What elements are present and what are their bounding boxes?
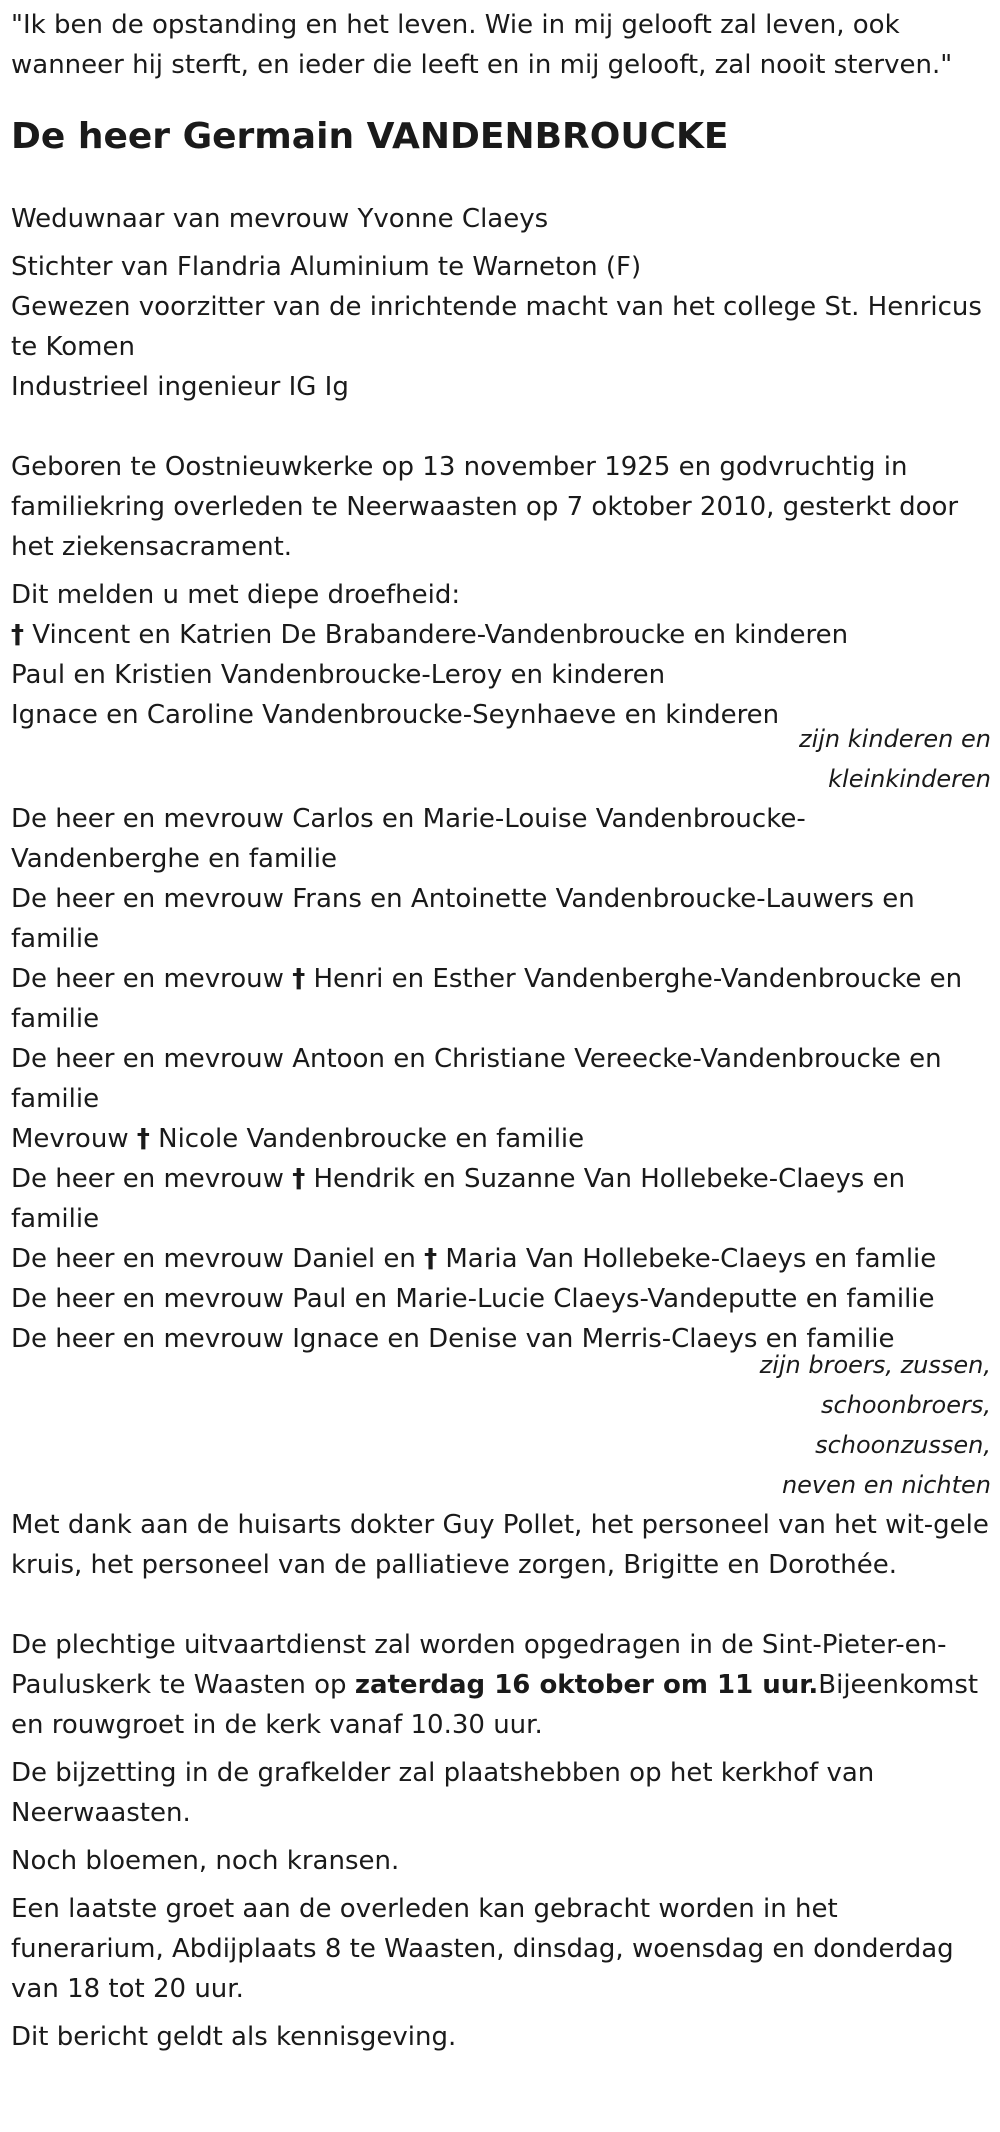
deceased-name: De heer Germain VANDENBROUCKE (11, 116, 729, 157)
funeral-text: De plechtige uitvaartdienst zal worden opgedragen in de Sint-Pieter-en-Pauluskerk te Waasten op zaterdag 16 oktober om 11 uur.Bijeenkomst en rouwgroet in de kerk vanaf 10.30 uur. (11, 1630, 979, 1740)
list-item: De heer en mevrouw Carlos en Marie-Louise Vandenbroucke-Vandenberghe en familie (11, 804, 806, 874)
burial-text: De bijzetting in de grafkelder zal plaatshebben op het kerkhof van Neerwaasten. (11, 1758, 875, 1828)
bible-quote: "Ik ben de opstanding en het leven. Wie in mij gelooft zal leven, ook wanneer hij sterft, en ieder die leeft en in mij gelooft, zal nooit sterven." (11, 10, 953, 80)
children-signature: zijn kinderen en kleinkinderen (799, 725, 991, 793)
children-list (11, 615, 989, 799)
flowers-text: Noch bloemen, noch kransen. (11, 1846, 400, 1876)
last-greeting-text: Een laatste groet aan de overleden kan gebracht worden in het funerarium, Abdijplaats 8 te Waasten, dinsdag, woensdag en donderdag van 18 tot 20 uur. (11, 1894, 954, 2004)
list-item: De heer en mevrouw Frans en Antoinette Vandenbroucke-Lauwers en familie (11, 884, 915, 954)
role-line: Industrieel ingenieur IG Ig (11, 372, 349, 402)
list-item: De heer en mevrouw † Hendrik en Suzanne Van Hollebeke-Claeys en familie (11, 1164, 906, 1234)
list-item: De heer en mevrouw † Henri en Esther Vandenberghe-Vandenbroucke en familie (11, 964, 963, 1034)
list-item: De heer en mevrouw Daniel en † Maria Van Hollebeke-Claeys en famlie (11, 1244, 937, 1274)
roles-list (11, 247, 989, 407)
role-line: Gewezen voorzitter van de inrichtende macht van het college St. Henricus te Komen (11, 292, 982, 362)
notice-text: Dit bericht geldt als kennisgeving. (11, 2022, 457, 2052)
birth-death-text: Geboren te Oostnieuwkerke op 13 november 1925 en godvruchtig in familiekring overleden te Neerwaasten op 7 oktober 2010, gesterkt door het ziekensacrament. (11, 452, 959, 562)
cross-icon: † (292, 964, 306, 994)
cross-icon: † (292, 1164, 306, 1194)
list-item: De heer en mevrouw Ignace en Denise van Merris-Claeys en familie (11, 1324, 895, 1354)
list-item: De heer en mevrouw Antoon en Christiane Vereecke-Vandenbroucke en familie (11, 1044, 942, 1114)
announcement-line: Dit melden u met diepe droefheid: (11, 580, 461, 610)
list-item: † Vincent en Katrien De Brabandere-Vandenbroucke en kinderen (11, 620, 849, 650)
list-item: Ignace en Caroline Vandenbroucke-Seynhaeve en kinderen (11, 700, 780, 730)
cross-icon: † (136, 1124, 150, 1154)
siblings-list (11, 799, 989, 1505)
role-line: Stichter van Flandria Aluminium te Warneton (F) (11, 252, 642, 282)
siblings-signature: zijn broers, zussen, schoonbroers, schoonzussen, neven en nichten (759, 1351, 991, 1499)
list-item: Paul en Kristien Vandenbroucke-Leroy en kinderen (11, 660, 666, 690)
list-item: Mevrouw † Nicole Vandenbroucke en familie (11, 1124, 585, 1154)
cross-icon: † (11, 620, 24, 650)
widower-line: Weduwnaar van mevrouw Yvonne Claeys (11, 204, 549, 234)
funeral-date: zaterdag 16 oktober om 11 uur. (354, 1670, 819, 1700)
list-item: De heer en mevrouw Paul en Marie-Lucie Claeys-Vandeputte en familie (11, 1284, 935, 1314)
thanks-text: Met dank aan de huisarts dokter Guy Pollet, het personeel van het wit-gele kruis, het personeel van de palliatieve zorgen, Brigitte en Dorothée. (11, 1510, 989, 1580)
cross-icon: † (424, 1244, 438, 1274)
